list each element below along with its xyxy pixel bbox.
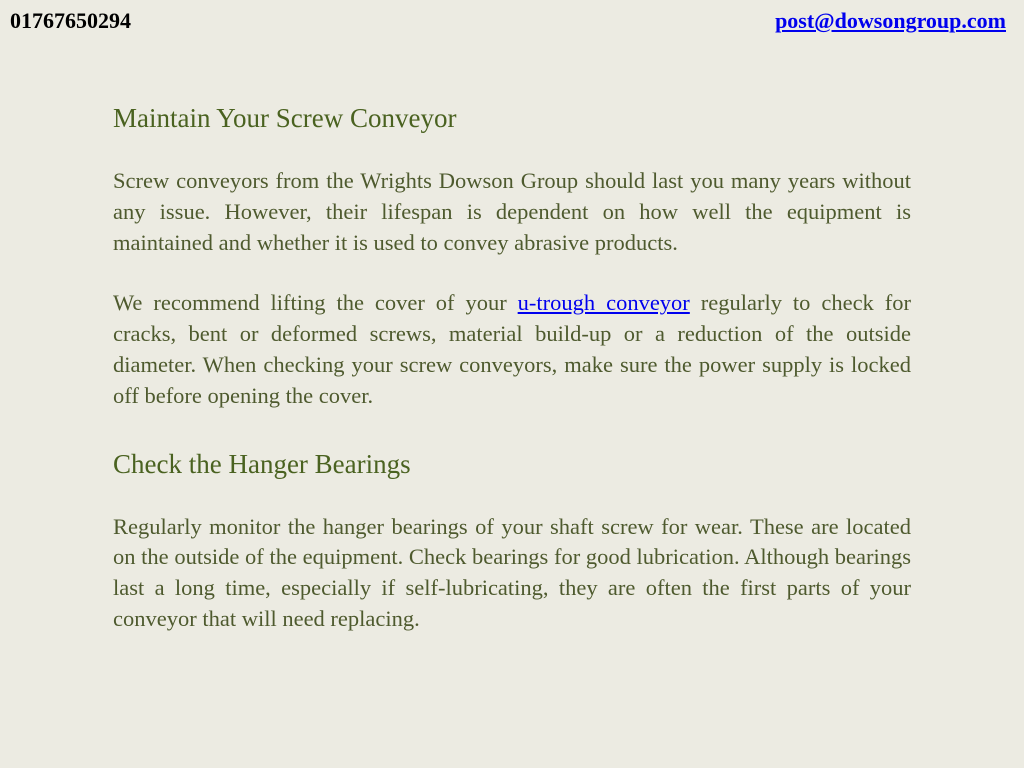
paragraph-recommend-end: regularly to check for cracks, bent or deformed screws, material build-up or a reduction of the outside diameter. When checking your screw conveyors, make sure the power supply is locked off before opening the cover. [113,290,911,408]
article-content [113,100,911,635]
paragraph-recommend-start: We recommend lifting the cover of your [113,290,518,316]
phone-number: 01767650294 [10,8,131,33]
paragraph-intro: Screw conveyors from the Wrights Dowson Group should last you many years without any issue. However, their lifespan is dependent on how well the equipment is maintained and whether it is used to convey abrasive products. [113,168,911,255]
section-heading-maintain: Maintain Your Screw Conveyor [113,103,457,133]
paragraph-recommend [113,288,911,411]
paragraph-bearings: Regularly monitor the hanger bearings of your shaft screw for wear. These are located on the outside of the equipment. Check bearings for good lubrication. Although bearings last a long time, especially if self-lubricating, they are often the first parts of your conveyor that will need replacing. [113,513,911,631]
u-trough-conveyor-link[interactable]: u-trough conveyor [517,290,690,316]
section-heading-bearings: Check the Hanger Bearings [113,448,411,479]
email-link[interactable]: post@dowsongroup.com [775,8,1006,33]
